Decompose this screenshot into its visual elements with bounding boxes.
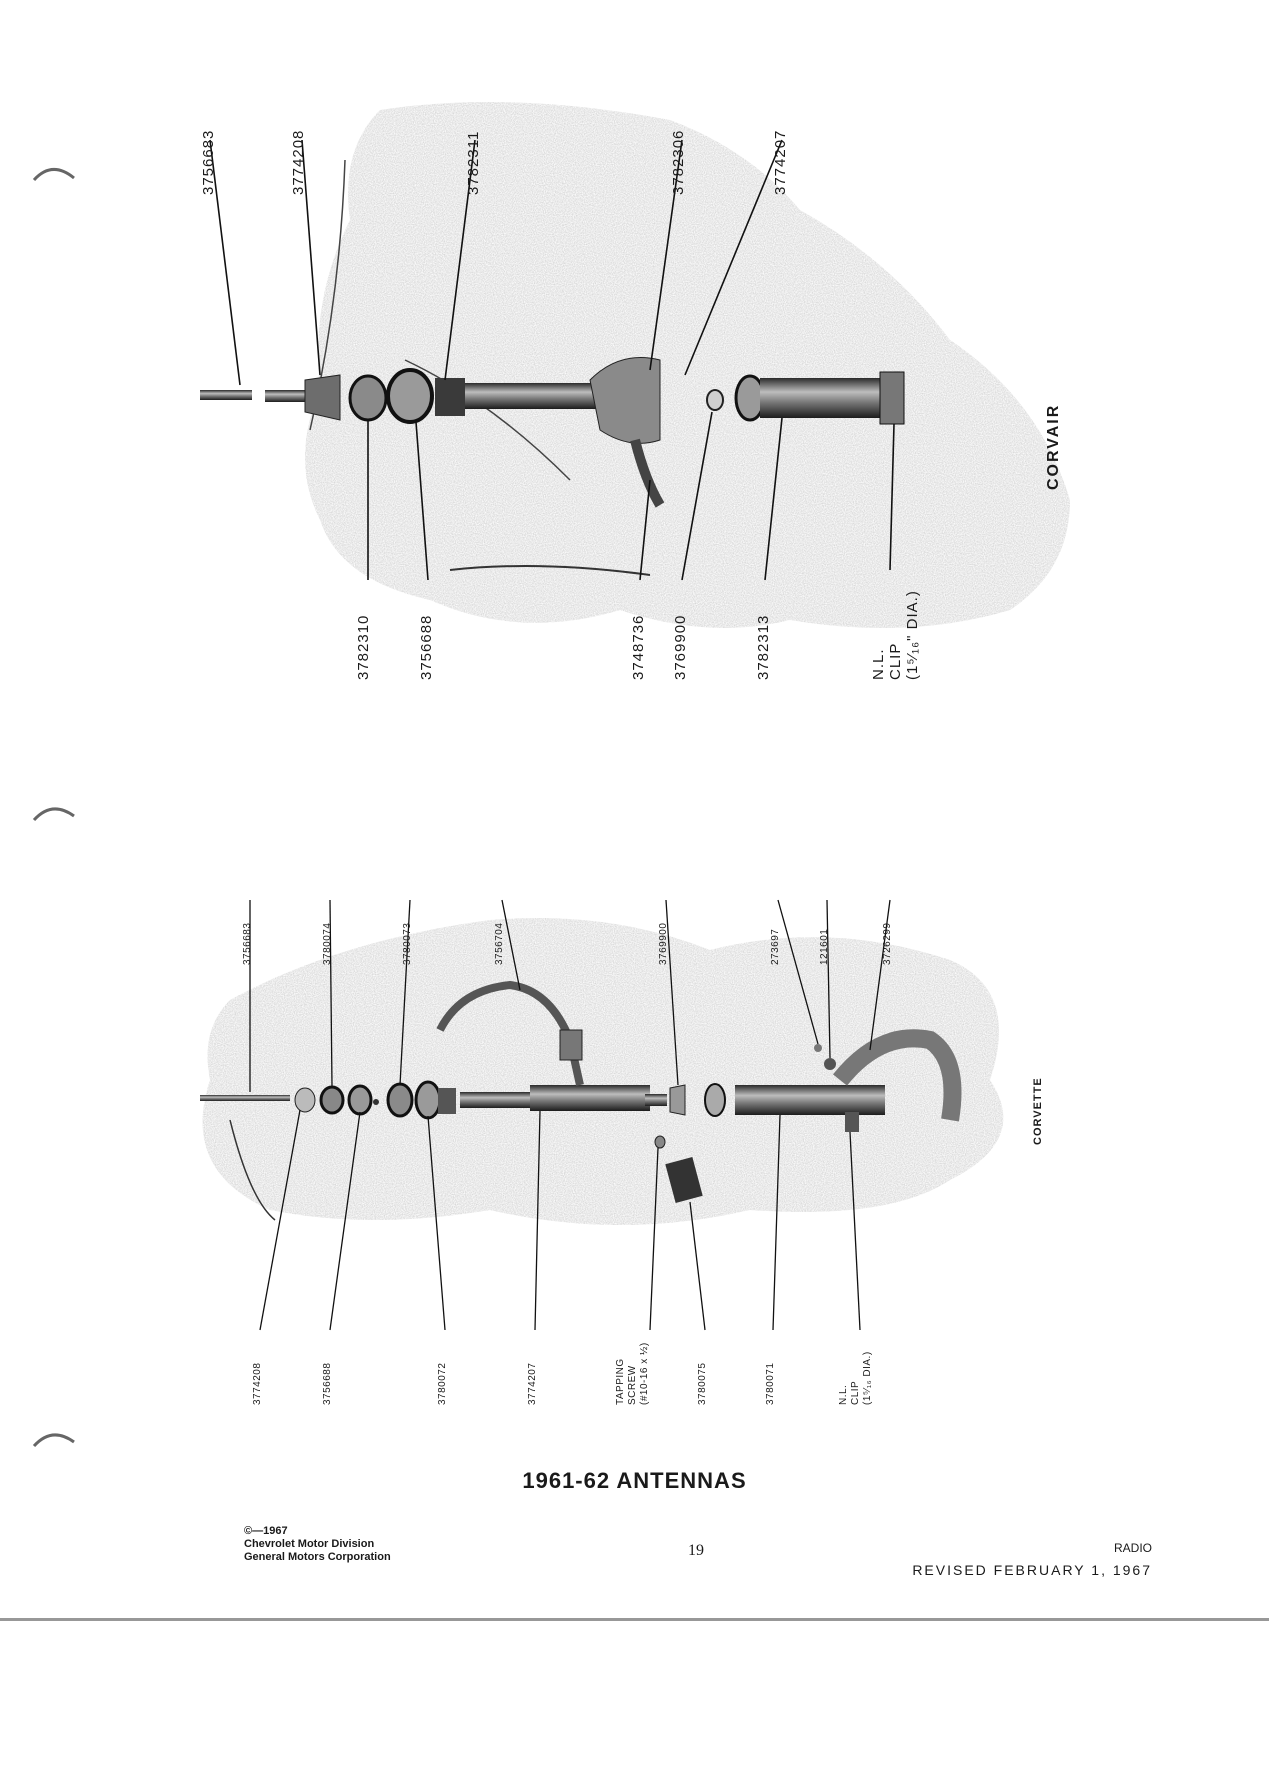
callout-3774207: 3774207 <box>527 1362 538 1405</box>
callout-clip-line2: CLIP <box>887 642 904 680</box>
bottom-rule <box>0 1618 1269 1621</box>
antenna-mast <box>265 390 305 402</box>
callout-3756704: 3756704 <box>494 922 505 965</box>
tube-adapter <box>736 376 764 420</box>
body-bracket <box>590 358 660 444</box>
mount-clip <box>845 1112 859 1132</box>
callout-3774208: 3774208 <box>290 129 307 195</box>
revision-date: REVISED FEBRUARY 1, 1967 <box>912 1562 1152 1578</box>
section-label: RADIO <box>1113 1541 1152 1555</box>
corvair-illustration <box>190 100 1110 720</box>
bezel <box>388 1084 412 1116</box>
copyright-line: Chevrolet Motor Division <box>244 1538 375 1550</box>
callout-3780075: 3780075 <box>697 1362 708 1405</box>
antenna-mast <box>200 1095 290 1101</box>
copyright-block <box>244 1525 391 1564</box>
bushing <box>416 1082 440 1118</box>
callout-screw-line3: (#10-16 x ½) <box>639 1342 650 1405</box>
callout-screw-line1: TAPPING <box>615 1358 626 1405</box>
callout-3756683: 3756683 <box>242 922 253 965</box>
screw <box>655 1136 665 1148</box>
callout-clip-line1: N.L. <box>838 1384 849 1405</box>
page-number: 19 <box>688 1542 704 1559</box>
spacer <box>321 1087 343 1113</box>
mounting-nut <box>388 370 432 422</box>
callout-3782311: 3782311 <box>465 130 482 195</box>
mast-cap <box>305 375 340 420</box>
callout-clip-line3: (1⁵⁄₁₆" DIA.) <box>904 590 921 680</box>
grommet <box>707 390 723 410</box>
callout-3780071: 3780071 <box>765 1362 776 1405</box>
callout-clip-line1: N.L. <box>870 648 887 680</box>
callout-273697: 273697 <box>770 928 781 965</box>
corvette-caption: CORVETTE <box>1032 1077 1044 1145</box>
binder-margin <box>0 0 90 1765</box>
callout-clip-line3: (1⁵⁄₁₆ DIA.) <box>862 1351 873 1405</box>
bezel-ring <box>350 376 386 420</box>
callout-3756688: 3756688 <box>418 614 435 680</box>
callout-3780072: 3780072 <box>437 1362 448 1405</box>
corvair-caption: CORVAIR <box>1045 403 1062 490</box>
callout-3769900: 3769900 <box>672 614 689 680</box>
tube-body <box>530 1085 650 1111</box>
hex-nut <box>705 1084 725 1116</box>
page-title: 1961-62 ANTENNAS <box>522 1468 747 1493</box>
callout-3782313: 3782313 <box>755 614 772 680</box>
callout-121601: 121601 <box>819 928 830 965</box>
corvair-diagram <box>190 100 1110 720</box>
callout-3769900: 3769900 <box>658 922 669 965</box>
callout-3774208: 3774208 <box>252 1362 263 1405</box>
cap <box>295 1088 315 1112</box>
punch-mark <box>34 1435 74 1446</box>
tube-clip <box>880 372 904 424</box>
corvette-diagram <box>190 880 1110 1420</box>
callout-3782306: 3782306 <box>670 129 687 195</box>
callout-3780074: 3780074 <box>322 922 333 965</box>
callout-3756683: 3756683 <box>200 129 217 195</box>
callout-screw-line2: SCREW <box>627 1365 638 1405</box>
callout-3782310: 3782310 <box>355 614 372 680</box>
lower-tube <box>735 1085 885 1115</box>
nut <box>349 1086 371 1114</box>
callout-3780073: 3780073 <box>402 922 413 965</box>
punch-mark <box>34 809 74 820</box>
copyright-line: General Motors Corporation <box>244 1551 391 1563</box>
lower-tube <box>760 378 900 418</box>
copyright-line: ©—1967 <box>244 1525 288 1537</box>
callout-3726299: 3726299 <box>882 922 893 965</box>
callout-3774207: 3774207 <box>772 129 789 195</box>
callout-3756688: 3756688 <box>322 1362 333 1405</box>
callout-3748736: 3748736 <box>630 614 647 680</box>
antenna-mast-tip <box>200 390 252 400</box>
punch-mark <box>34 169 74 180</box>
callout-clip-line2: CLIP <box>850 1380 861 1405</box>
threaded-bushing <box>435 378 465 416</box>
